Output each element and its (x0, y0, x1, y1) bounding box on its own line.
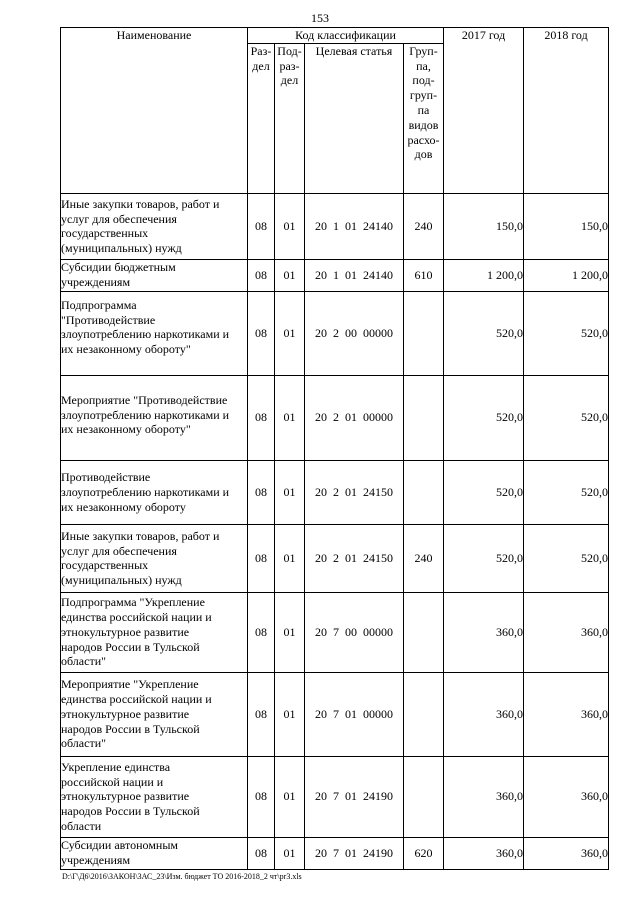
row-subsection: 01 (275, 756, 305, 837)
table-row (61, 291, 609, 375)
row-amount-2018: 1 200,0 (524, 259, 609, 291)
header-subsection: Под- раз- дел (275, 43, 305, 193)
row-amount-2017: 520,0 (444, 291, 524, 375)
row-name: Иные закупки товаров, работ и услуг для обеспечения государственных (муниципальных) нужд (61, 524, 248, 592)
row-amount-2017: 150,0 (444, 193, 524, 259)
header-year-2017: 2017 год (444, 28, 524, 194)
row-amount-2017: 360,0 (444, 756, 524, 837)
header-section: Раз- дел (248, 43, 275, 193)
row-group (404, 460, 444, 524)
row-section: 08 (248, 291, 275, 375)
table-row (61, 756, 609, 837)
row-amount-2018: 520,0 (524, 460, 609, 524)
row-target: 20 1 01 24140 (305, 259, 404, 291)
row-amount-2018: 360,0 (524, 672, 609, 756)
row-amount-2017: 360,0 (444, 837, 524, 869)
row-subsection: 01 (275, 193, 305, 259)
row-name: Противодействие злоупотреблению наркотиками и их незаконному обороту (61, 460, 248, 524)
row-subsection: 01 (275, 460, 305, 524)
row-group (404, 672, 444, 756)
row-subsection: 01 (275, 291, 305, 375)
header-target-article: Целевая статья (305, 43, 404, 193)
row-section: 08 (248, 259, 275, 291)
row-subsection: 01 (275, 259, 305, 291)
row-name: Подпрограмма "Укрепление единства российской нации и этнокультурное развитие народов России в Тульской области" (61, 592, 248, 672)
row-amount-2018: 150,0 (524, 193, 609, 259)
row-name: Мероприятие "Укрепление единства российской нации и этнокультурное развитие народов России в Тульской области" (61, 672, 248, 756)
row-amount-2017: 360,0 (444, 592, 524, 672)
row-section: 08 (248, 592, 275, 672)
row-subsection: 01 (275, 672, 305, 756)
row-target: 20 7 01 00000 (305, 672, 404, 756)
row-group (404, 375, 444, 460)
row-target: 20 1 01 24140 (305, 193, 404, 259)
row-name: Иные закупки товаров, работ и услуг для обеспечения государственных (муниципальных) нужд (61, 193, 248, 259)
row-amount-2018: 520,0 (524, 375, 609, 460)
row-name: Субсидии автономным учреждениям (61, 837, 248, 869)
row-target: 20 2 01 24150 (305, 460, 404, 524)
row-section: 08 (248, 524, 275, 592)
table-row (61, 460, 609, 524)
row-subsection: 01 (275, 837, 305, 869)
row-amount-2018: 520,0 (524, 524, 609, 592)
row-name: Подпрограмма "Противодействие злоупотреблению наркотиками и их незаконному обороту" (61, 291, 248, 375)
row-section: 08 (248, 672, 275, 756)
row-amount-2018: 520,0 (524, 291, 609, 375)
footer-file-path: D:\Г\Д6\2016\ЗАКОН\ЗАС_23\Изм. бюджет ТО 2016-2018_2 чт\pr3.xls (62, 872, 302, 881)
row-target: 20 2 00 00000 (305, 291, 404, 375)
budget-table (60, 27, 609, 870)
row-amount-2018: 360,0 (524, 837, 609, 869)
table-row (61, 524, 609, 592)
row-target: 20 7 01 24190 (305, 756, 404, 837)
row-target: 20 7 00 00000 (305, 592, 404, 672)
table-row (61, 259, 609, 291)
row-subsection: 01 (275, 375, 305, 460)
row-group (404, 592, 444, 672)
row-group: 240 (404, 193, 444, 259)
header-year-2018: 2018 год (524, 28, 609, 194)
table-row (61, 375, 609, 460)
row-section: 08 (248, 193, 275, 259)
row-amount-2017: 520,0 (444, 524, 524, 592)
row-group (404, 756, 444, 837)
header-name: Наименование (61, 28, 248, 194)
row-amount-2018: 360,0 (524, 756, 609, 837)
row-target: 20 2 01 00000 (305, 375, 404, 460)
row-section: 08 (248, 756, 275, 837)
row-section: 08 (248, 460, 275, 524)
header-expense-group: Груп- па, под- груп- па видов расхо- дов (404, 43, 444, 193)
row-target: 20 7 01 24190 (305, 837, 404, 869)
row-name: Субсидии бюджетным учреждениям (61, 259, 248, 291)
row-subsection: 01 (275, 524, 305, 592)
row-target: 20 2 01 24150 (305, 524, 404, 592)
row-amount-2017: 520,0 (444, 375, 524, 460)
row-group (404, 291, 444, 375)
row-section: 08 (248, 837, 275, 869)
row-group: 610 (404, 259, 444, 291)
row-amount-2017: 360,0 (444, 672, 524, 756)
row-group: 240 (404, 524, 444, 592)
row-name: Укрепление единства российской нации и этнокультурное развитие народов России в Тульской области (61, 756, 248, 837)
table-row (61, 592, 609, 672)
row-subsection: 01 (275, 592, 305, 672)
row-amount-2017: 1 200,0 (444, 259, 524, 291)
row-amount-2018: 360,0 (524, 592, 609, 672)
table-row (61, 193, 609, 259)
header-classification-code: Код классификации (248, 28, 444, 44)
row-amount-2017: 520,0 (444, 460, 524, 524)
page-number: 153 (311, 11, 329, 25)
row-section: 08 (248, 375, 275, 460)
row-group: 620 (404, 837, 444, 869)
row-name: Мероприятие "Противодействие злоупотреблению наркотиками и их незаконному обороту" (61, 375, 248, 460)
table-row (61, 837, 609, 869)
table-row (61, 672, 609, 756)
